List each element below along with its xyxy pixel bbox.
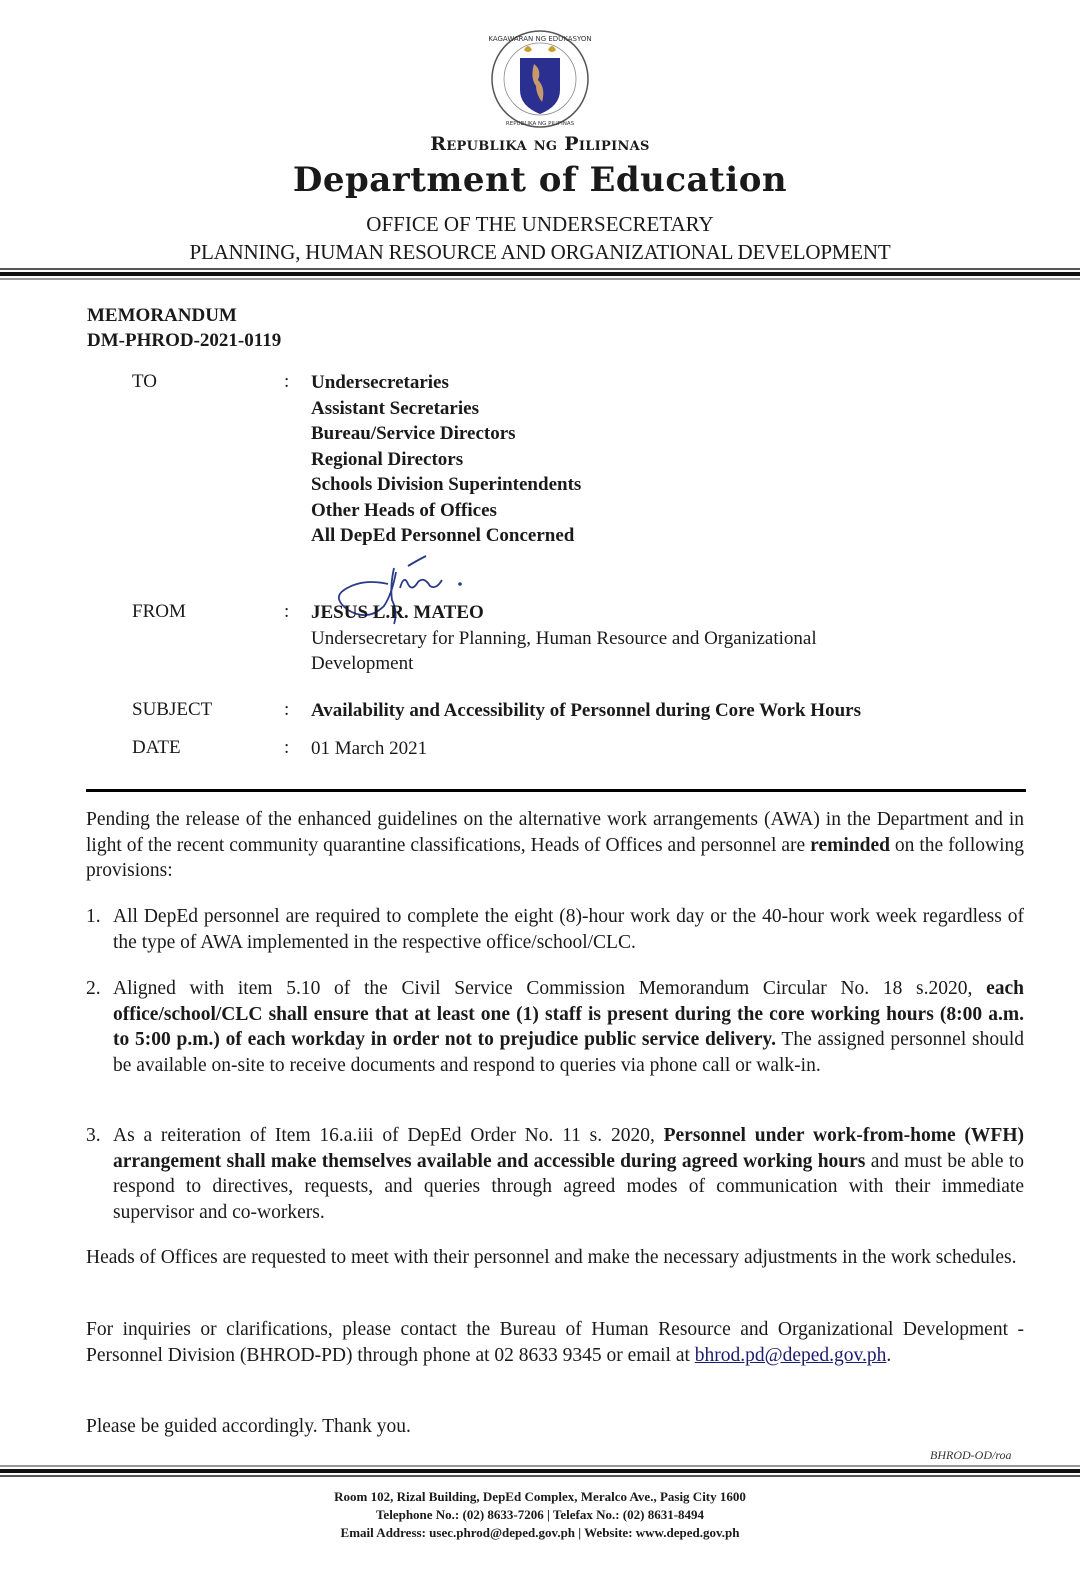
date-colon: : [284,737,290,758]
recipient: Other Heads of Offices [311,499,497,521]
item-number: 3. [86,1125,101,1146]
item-text [113,1123,1024,1225]
email-link[interactable]: bhrod.pd@deped.gov.ph [694,1344,887,1366]
item-text-bold: each office/school/CLC shall ensure that at least one (1) staff is present during the core working hours (8:00 a.m. to 5:00 p.m.) of each workday in order not to prejudice public service delivery. [113,978,1024,1050]
from-name: JESUS L.R. MATEO [311,602,484,623]
subject-value: Availability and Accessibility of Personnel during Core Work Hours [311,700,861,721]
heads-paragraph: Heads of Offices are requested to meet with their personnel and make the necessary adjustments in the work schedules. [86,1247,1017,1268]
date-label: DATE [132,737,181,758]
item-text-a: Aligned with item 5.10 of the Civil Service Commission Memorandum Circular No. 18 s.2020, [113,978,987,999]
subject-colon: : [284,699,290,720]
from-title: Undersecretary for Planning, Human Resource and Organizational [311,627,817,649]
header-rule-thick [0,272,1080,276]
from-label: FROM [132,601,186,622]
intro-emphasis: reminded [810,834,890,856]
recipient: Assistant Secretaries [311,397,479,419]
to-colon: : [284,371,290,392]
intro-text: Pending the release of the enhanced guidelines on the alternative work arrangements (AWA) in the Department and in light of the recent community quarantine classifications, Heads of Offices and personnel are [86,809,1024,856]
unit-heading: PLANNING, HUMAN RESOURCE AND ORGANIZATIONAL DEVELOPMENT [189,240,891,264]
item-text-b: The assigned personnel should be available on-site to receive documents and respond to queries via phone call or walk-in. [113,1029,1025,1076]
item-text-bold: Personnel under work-from-home (WFH) arrangement shall make themselves available and accessible during agreed working hours [113,1125,1024,1172]
item-text-a: All DepEd personnel are required to complete the eight (8)-hour work day or the 40-hour work week regardless of the type of AWA implemented in the respective office/school/CLC. [113,906,1024,953]
deped-seal-logo [484,28,596,130]
inquiry-text: For inquiries or clarifications, please contact the Bureau of Human Resource and Organizational Development - Personnel Division (BHROD-PD) through phone at 02 8633 9345 or email at [86,1319,1024,1366]
inquiry-text-end: . [886,1344,892,1366]
date-value: 01 March 2021 [311,738,428,759]
from-block [311,600,817,677]
provision-item-3 [86,1123,1024,1225]
header-rule-shadow [0,278,1080,280]
header-rule-thin [0,268,1080,270]
footer-contact: Email Address: usec.phrod@deped.gov.ph | Website: www.deped.gov.ph [340,1525,740,1540]
recipient: Bureau/Service Directors [311,423,516,444]
inquiry-paragraph [86,1317,1024,1368]
intro-text-end: on the following provisions: [86,834,1024,881]
footer-rule-thin [0,1465,1080,1467]
intro-paragraph [86,807,1024,884]
svg-text:KAGAWARAN NG EDUKASYON: KAGAWARAN NG EDUKASYON [488,35,592,43]
recipient: All DepEd Personnel Concerned [311,525,575,546]
svg-text:REPUBLIKA NG PILIPINAS: REPUBLIKA NG PILIPINAS [505,121,575,127]
item-text [113,976,1024,1078]
recipient: Regional Directors [311,448,464,470]
provision-item-2 [86,976,1024,1078]
office-heading: OFFICE OF THE UNDERSECRETARY [366,212,714,236]
item-text-a: As a reiteration of Item 16.a.iii of DepEd Order No. 11 s. 2020, [113,1125,664,1146]
item-number: 2. [86,978,101,999]
item-text [113,904,1024,955]
provision-item-1 [86,904,1024,955]
to-recipients [311,370,581,549]
item-text-b: and must be able to respond to directives, requests, and queries through agreed modes of communication with their immediate supervisor and co-workers. [113,1150,1024,1223]
reference-initials: BHROD-OD/roa [930,1448,1012,1462]
memo-number: DM-PHROD-2021-0119 [87,330,282,351]
footer-rule-lower [0,1475,1080,1477]
memo-heading [87,303,281,353]
footer-address: Room 102, Rizal Building, DepEd Complex, Meralco Ave., Pasig City 1600 [334,1489,746,1504]
from-title-cont: Development [311,653,414,674]
from-colon: : [284,601,290,622]
republika-heading: Republika ng Pilipinas [430,133,650,155]
footer-rule-thick [0,1469,1080,1473]
to-label: TO [132,371,157,392]
item-number: 1. [86,906,101,927]
footer-phones: Telephone No.: (02) 8633-7206 | Telefax No.: (02) 8631-8494 [375,1507,705,1522]
memo-type: MEMORANDUM [87,305,237,326]
recipient: Schools Division Superintendents [311,474,582,495]
closing-line: Please be guided accordingly. Thank you. [86,1416,411,1437]
recipient: Undersecretaries [311,372,449,393]
subject-label: SUBJECT [132,699,213,720]
department-heading: Department of Education [292,160,788,200]
memo-separator [86,789,1026,792]
